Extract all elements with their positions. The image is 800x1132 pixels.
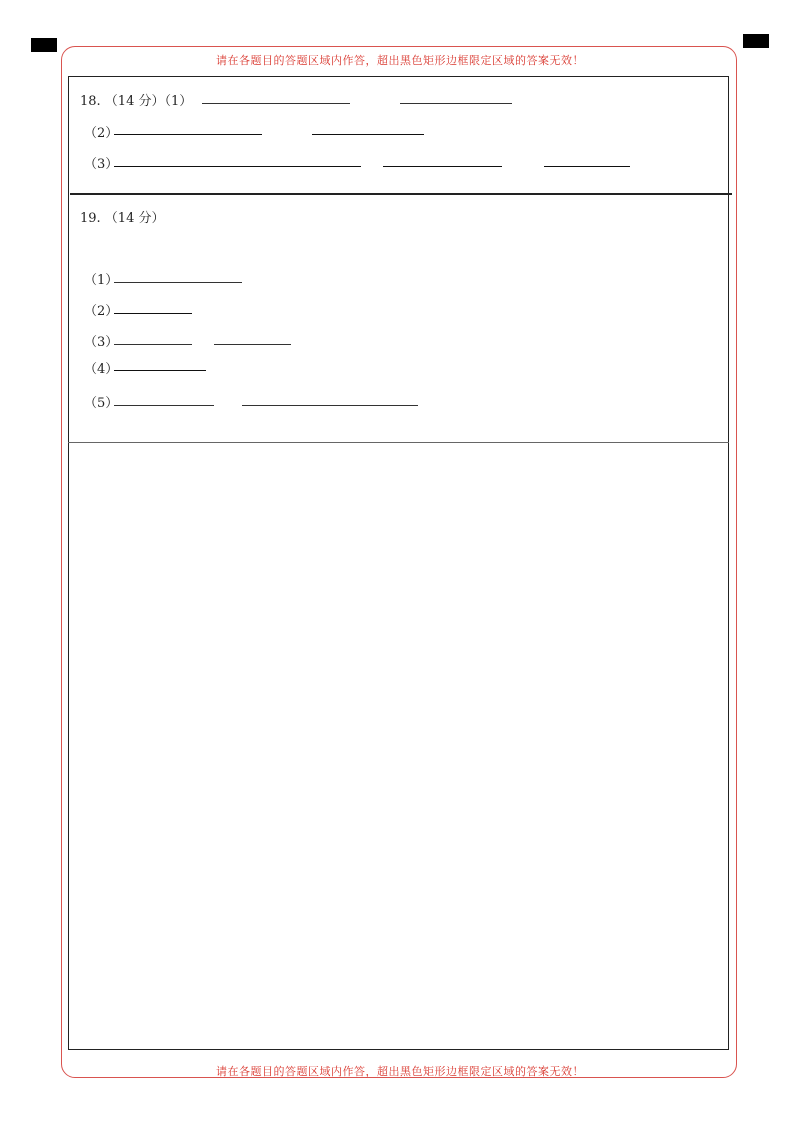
q18-2-blank-b[interactable] <box>312 134 424 135</box>
q19-part1-label: （1） <box>84 273 119 288</box>
q18-part3-label: （3） <box>84 157 119 172</box>
q19-3-blank-a[interactable] <box>114 344 192 345</box>
q18-1-blank-a[interactable] <box>202 103 350 104</box>
registration-mark-left <box>31 38 57 52</box>
q18-header: 18. （14 分）（1） <box>80 94 193 109</box>
q18-3-blank-a[interactable] <box>114 166 361 167</box>
q18-1-blank-b[interactable] <box>400 103 512 104</box>
q19-part2-label: （2） <box>84 304 119 319</box>
q19-1-blank[interactable] <box>114 282 242 283</box>
q19-part5-label: （5） <box>84 396 119 411</box>
q18-q19-divider <box>70 193 732 195</box>
q18-part2-label: （2） <box>84 126 119 141</box>
blank-answer-area[interactable] <box>70 444 727 1048</box>
q19-5-blank-a[interactable] <box>114 405 214 406</box>
registration-mark-right <box>743 34 769 48</box>
bottom-notice: 请在各题目的答题区域内作答，超出黑色矩形边框限定区域的答案无效！ <box>216 1065 584 1078</box>
q19-3-blank-b[interactable] <box>214 344 291 345</box>
q19-5-blank-b[interactable] <box>242 405 418 406</box>
q18-2-blank-a[interactable] <box>114 134 262 135</box>
q19-part4-label: （4） <box>84 362 119 377</box>
q18-3-blank-c[interactable] <box>544 166 630 167</box>
q19-2-blank[interactable] <box>114 313 192 314</box>
q18-3-blank-b[interactable] <box>383 166 502 167</box>
q19-bottom-divider <box>68 442 729 443</box>
q19-4-blank[interactable] <box>114 370 206 371</box>
top-notice: 请在各题目的答题区域内作答，超出黑色矩形边框限定区域的答案无效！ <box>216 54 584 67</box>
q19-header: 19. （14 分） <box>80 211 165 226</box>
q19-part3-label: （3） <box>84 335 119 350</box>
